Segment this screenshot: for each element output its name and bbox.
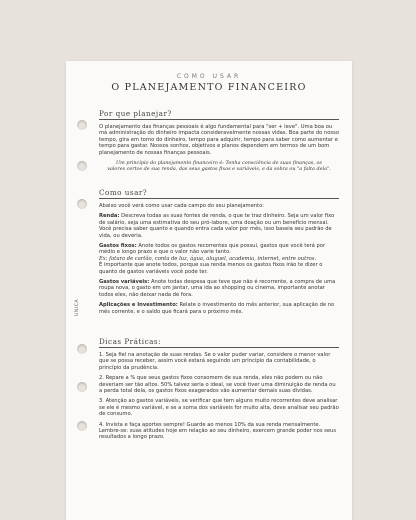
fixos-text: Anote todos os gastos recorrentes que possui, gastos que você terá por médio e longo prazo e que o valor não varie tanto.	[99, 243, 326, 256]
page-subtitle: COMO USAR	[176, 73, 242, 80]
why-paragraph: O planejamento das finanças pessoais é algo fundamental para "ser + leve". Uma boa ou má administração do dinheiro impacta consideravelmente nossas vidas. Boa parte do nosso tempo, gira em torno do dinheiro, tempo para adquirir, tempo para saber como aumentar e tempo para gastar. Nossos sonhos, objetivos e planos dependem em termos de um bom planejamento de nossas finanças pessoais.	[99, 124, 339, 156]
binder-hole	[77, 421, 87, 431]
tip-item: 2. Repare a % que seus gastos fixos consomem de sua renda, eles não podem ou não deveriam ser tão altos. 50% talvez seria o ideal, se você tiver uma diminuição de renda ou a perda total dela, os gastos fixos exagerados vão aumentar demais suas dívidas.	[99, 375, 336, 395]
section-title: Como usar?	[99, 188, 339, 199]
how-fixos	[99, 243, 339, 275]
aplicacoes-label: Aplicações e Investimento:	[99, 302, 178, 309]
fixos-label: Gastos fixos:	[99, 243, 137, 250]
tip-item: 1. Seja fiel na anotação de suas rendas. Se o valor puder variar, considere o menor valor que se possa receber, assim você estará seguindo um princípio da contabilidade, o princípio da prudência.	[99, 352, 331, 371]
binder-hole	[77, 344, 87, 354]
fixos-examples: Ex: fatura de cartão, conta de luz, água, aluguel, academia, internet, entre outros.	[99, 255, 317, 262]
section-why	[99, 109, 339, 176]
why-quote: Um princípio do planejamento financeiro é: Tenha consciência de suas finanças, os valores certos de sua renda, das seus gastos fixos e variáveis, e da sobra ou "a falta dela".	[107, 160, 331, 173]
page-title: O PLANEJAMENTO FINANCEIRO	[111, 82, 307, 93]
variaveis-text: Anote todas despesa que teve que não é recorrente, a compra de uma roupa nova, o gasto em um jantar, uma ida ao shopping ou cinema, importante anotar todos eles, não deixar nada de fora.	[99, 279, 336, 298]
how-variaveis	[99, 279, 339, 298]
how-intro: Abaixo você verá como usar cada campo do seu planejamento:	[99, 203, 265, 209]
binder-hole	[77, 120, 87, 130]
binder-hole	[77, 161, 87, 171]
how-aplicacoes	[99, 302, 339, 315]
tip-item: 4. Invista e faça aportes sempre! Guarde ao menos 10% da sua renda mensalmente. Lembre-se: suas atitudes hoje em relação ao seu dinheiro, exercem grande poder nos seus resultados a longo prazo.	[99, 421, 337, 441]
side-tag: UNICA	[75, 298, 80, 316]
aplicacoes-text: Relate o investimento do mês anterior, sua aplicação de no mês corrente, e o saldo que ficará para o próximo mês.	[99, 302, 335, 315]
section-title: Dicas Práticas:	[99, 337, 339, 348]
section-how	[99, 188, 339, 319]
variaveis-label: Gastos variáveis:	[99, 279, 150, 286]
binder-hole	[77, 382, 87, 392]
renda-label: Renda:	[99, 213, 120, 220]
how-renda	[99, 213, 339, 239]
binder-hole	[77, 199, 87, 209]
renda-text: Descreva todas as suas fontes de renda, o que te traz dinheiro. Seja um valor fixo de salário, seja uma estimativa do seu pró-labore, uma doação ou um benefício mensal. Você precisa saber quanto e quando entra cada valor por mês, isso baseia seu padrão de vida, ou deveria.	[99, 213, 335, 239]
section-tips	[99, 337, 339, 445]
fixos-note: É importante que anote todos, porque sua renda menos os gastos fixos irão te dizer o quanto de gastos variáveis você pode ter.	[99, 262, 323, 275]
planner-page	[66, 61, 352, 520]
section-title: Por que planejar?	[99, 109, 339, 120]
tip-item: 3. Atenção ao gastos variáveis, se verificar que tem alguns muito recorrentes deve analisar se ele é mesmo variável, e se a soma dos variáveis for muito alta, deve analisar seu padrão de consumo.	[99, 398, 339, 418]
